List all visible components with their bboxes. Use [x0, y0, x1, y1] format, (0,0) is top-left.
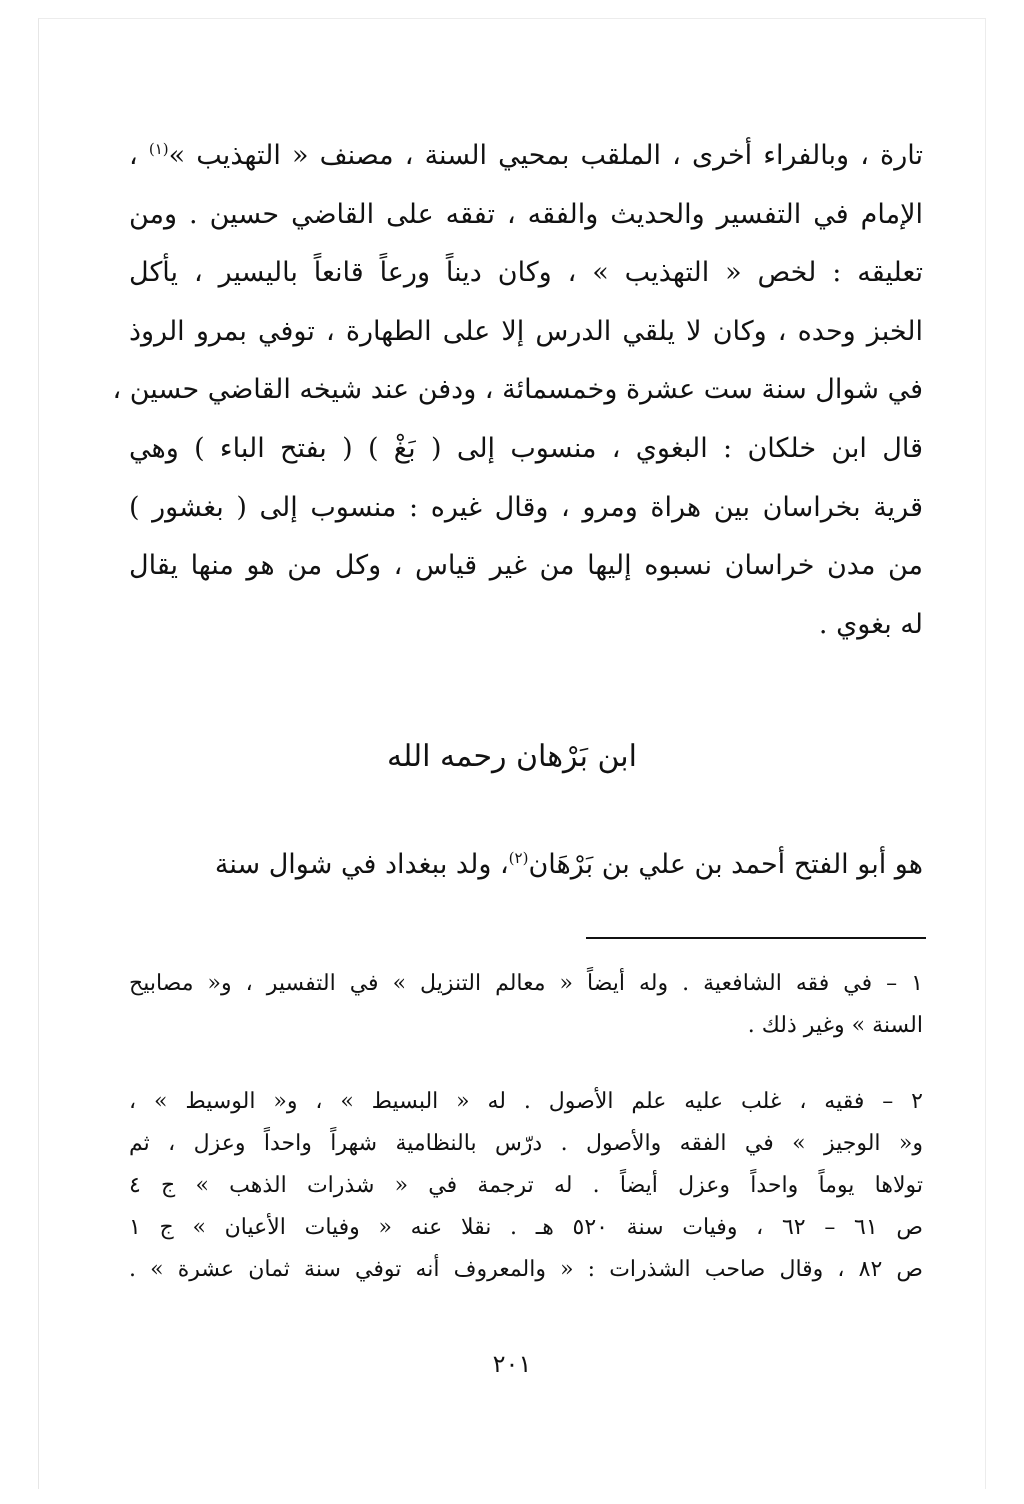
- main-text-line: في شوال سنة ست عشرة وخمسمائة ، ودفن عند شيخه القاضي حسين ،: [112, 374, 923, 406]
- section-heading: ابن بَرْهان رحمه الله: [387, 739, 637, 774]
- footnote-reference-2[interactable]: (٢): [508, 849, 529, 867]
- main-text-line: قال ابن خلكان : البغوي ، منسوب إلى ( بَغْ ) ( بفتح الباء ) وهي: [129, 432, 923, 464]
- book-page: [38, 18, 986, 1489]
- footnote-line: ص ٨٢ ، وقال صاحب الشذرات : « والمعروف أنه توفي سنة ثمان عشرة » .: [129, 1257, 923, 1282]
- footnote-line: ص ٦١ – ٦٢ ، وفيات سنة ٥٢٠ هـ . نقلا عنه « وفيات الأعيان » ج ١: [129, 1215, 923, 1240]
- main-text-line: تارة ، وبالفراء أخرى ، الملقب بمحيي السنة ، مصنف « التهذيب »$^{(١)}$ ،: [129, 140, 923, 171]
- footnote-line: ٢ – فقيه ، غلب عليه علم الأصول . له « البسيط » ، و« الوسيط » ،: [129, 1089, 923, 1114]
- main-text-line: قرية بخراسان بين هراة ومرو ، وقال غيره : منسوب إلى ( بغشور ): [129, 491, 923, 523]
- footnotes: [129, 963, 923, 1325]
- footnote-line: تولاها يوماً واحداً وعزل أيضاً . له ترجمة في « شذرات الذهب » ج ٤: [129, 1173, 923, 1198]
- footnote-2: [129, 1081, 923, 1291]
- footnote-1: [129, 963, 923, 1047]
- footnote-line: و« الوجيز » في الفقه والأصول . درّس بالنظامية شهراً واحداً وعزل ، ثم: [129, 1131, 923, 1156]
- footnote-separator: [586, 937, 926, 939]
- footnote-reference-1[interactable]: (١): [148, 140, 169, 158]
- main-text-line: له بغوي .: [818, 608, 923, 640]
- footnote-line: السنة » وغير ذلك .: [747, 1013, 923, 1038]
- main-text-line: الخبز وحده ، وكان لا يلقي الدرس إلا على الطهارة ، توفي بمرو الروذ: [129, 315, 923, 347]
- biography-paragraph: [119, 845, 923, 885]
- main-text-line: تعليقه : لخص « التهذيب » ، وكان ديناً ورعاً قانعاً باليسير ، يأكل: [129, 257, 923, 289]
- footnote-line: ١ – في فقه الشافعية . وله أيضاً « معالم التنزيل » في التفسير ، و« مصابيح: [129, 971, 923, 996]
- main-text-line: الإمام في التفسير والحديث والفقه ، تفقه على القاضي حسين . ومن: [129, 198, 923, 230]
- biography-line: هو أبو الفتح أحمد بن علي بن بَرْهَان$^{(٢)}$، ولد ببغداد في شوال سنة: [214, 849, 923, 880]
- page-number: ٢٠١: [492, 1350, 532, 1378]
- main-text-line: من مدن خراسان نسبوه إليها من غير قياس ، وكل من هو منها يقال: [129, 550, 923, 582]
- main-text: [112, 127, 923, 654]
